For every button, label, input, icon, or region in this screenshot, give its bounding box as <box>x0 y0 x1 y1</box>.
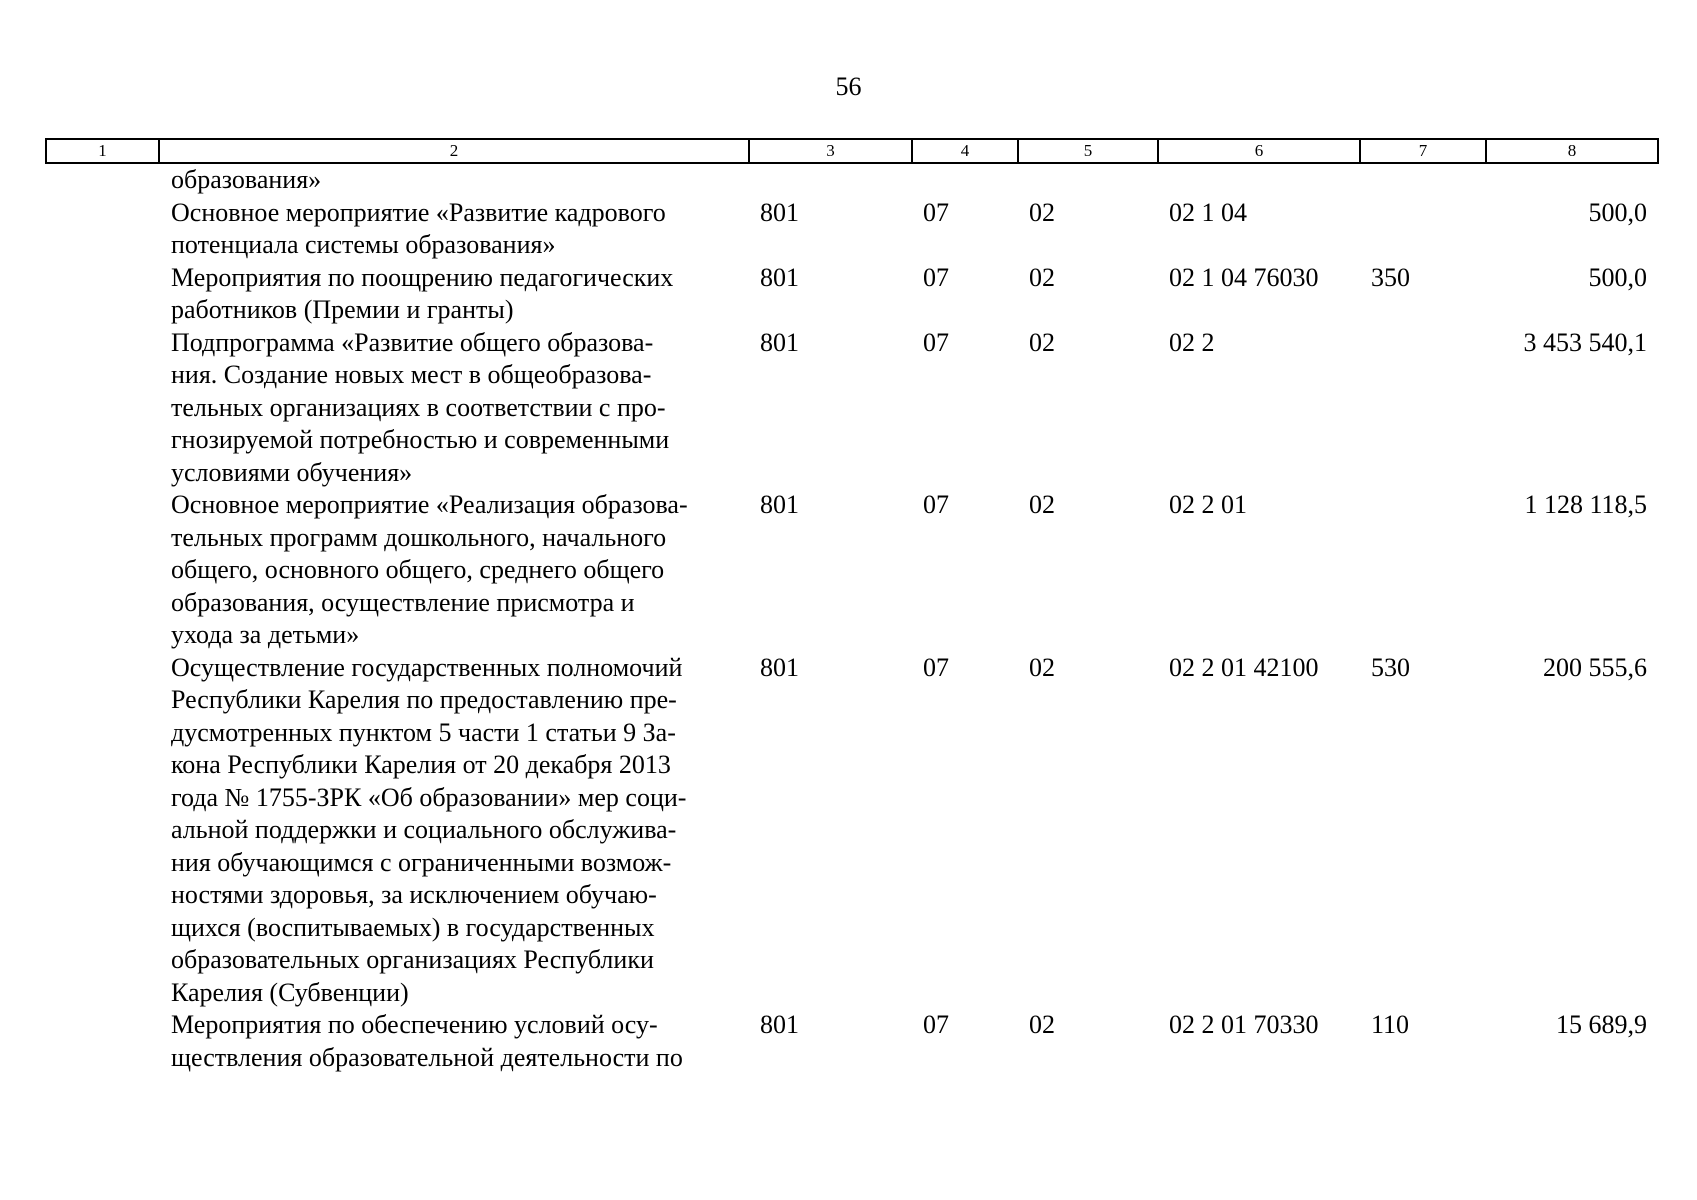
row-number-cell <box>46 163 159 197</box>
target-article-cell: 02 1 04 76030 <box>1169 262 1319 292</box>
column-number-3: 3 <box>749 139 912 163</box>
column-number-4: 4 <box>912 139 1018 163</box>
target-article-cell: 02 2 01 42100 <box>1169 652 1319 682</box>
expense-type-cell <box>1360 163 1486 197</box>
subsection-code-cell: 02 <box>1029 197 1055 227</box>
section-code-cell <box>912 163 1018 197</box>
column-number-8: 8 <box>1486 139 1658 163</box>
amount-cell: 15 689,9 <box>1556 1010 1647 1039</box>
table-row <box>46 489 1658 652</box>
budget-table <box>45 138 1659 1074</box>
subsection-code-cell: 02 <box>1029 262 1055 292</box>
column-number-2: 2 <box>159 139 749 163</box>
section-code-cell: 07 <box>923 1010 949 1039</box>
column-number-6: 6 <box>1158 139 1360 163</box>
subsection-code-cell: 02 <box>1029 490 1055 519</box>
amount-cell <box>1486 163 1658 197</box>
description-cell: образования» <box>171 165 322 194</box>
amount-cell: 200 555,6 <box>1543 652 1647 682</box>
subsection-code-cell: 02 <box>1029 652 1055 682</box>
amount-cell: 1 128 118,5 <box>1524 490 1647 519</box>
table-row <box>46 652 1658 1010</box>
section-code-cell: 07 <box>923 197 949 227</box>
table-row <box>46 163 1658 197</box>
expense-type-cell <box>1360 489 1486 652</box>
amount-cell: 500,0 <box>1588 262 1647 292</box>
table-header <box>46 139 1658 163</box>
target-article-cell: 02 2 01 <box>1169 490 1247 519</box>
subsection-code-cell <box>1018 163 1158 197</box>
column-number-7: 7 <box>1360 139 1486 163</box>
ministry-code-cell: 801 <box>760 197 799 227</box>
ministry-code-cell: 801 <box>760 327 799 357</box>
expense-type-cell: 110 <box>1371 1010 1410 1039</box>
expense-type-cell <box>1360 197 1486 262</box>
description-cell: Мероприятия по поощрению педагогических работников (Премии и гранты) <box>171 262 674 324</box>
table-row <box>46 327 1658 490</box>
description-cell: Осуществление государственных полномочий Республики Карелия по предоставлению пре- дусмотренных пунктом 5 части 1 статьи 9 За- кона Республики Карелия от 20 декабря 2013 года № 1755-ЗРК «Об образовании» мер соци- альной поддержки и социального обслужива- ния обучающимся с ограниченными возмож- ностями здоровья, за исключением обучаю- щихся (воспитываемых) в государственных образовательных организациях Республики Карелия (Субвенции) <box>171 652 687 1007</box>
expense-type-cell: 350 <box>1371 262 1410 292</box>
column-number-row <box>46 139 1658 163</box>
table-row <box>46 197 1658 262</box>
row-number-cell <box>46 262 159 327</box>
target-article-cell <box>1158 163 1360 197</box>
row-number-cell <box>46 652 159 1010</box>
description-cell: Основное мероприятие «Развитие кадрового потенциала системы образования» <box>171 197 666 259</box>
target-article-cell: 02 2 01 70330 <box>1169 1010 1319 1039</box>
subsection-code-cell: 02 <box>1029 327 1055 357</box>
column-number-1: 1 <box>46 139 159 163</box>
description-cell: Мероприятия по обеспечению условий осу- ществления образовательной деятельности по <box>171 1010 683 1072</box>
table-row <box>46 1009 1658 1074</box>
ministry-code-cell: 801 <box>760 262 799 292</box>
row-number-cell <box>46 1009 159 1074</box>
expense-type-cell <box>1360 327 1486 490</box>
description-cell: Подпрограмма «Развитие общего образова- ния. Создание новых мест в общеобразова- тельных организациях в соответствии с про- гнозируемой потребностью и современными условиями обучения» <box>171 327 670 487</box>
ministry-code-cell: 801 <box>760 1010 799 1039</box>
row-number-cell <box>46 197 159 262</box>
amount-cell: 500,0 <box>1588 197 1647 227</box>
row-number-cell <box>46 327 159 490</box>
section-code-cell: 07 <box>923 490 949 519</box>
page-number: 56 <box>835 72 862 101</box>
target-article-cell: 02 1 04 <box>1169 197 1247 227</box>
section-code-cell: 07 <box>923 327 949 357</box>
ministry-code-cell: 801 <box>760 652 799 682</box>
expense-type-cell: 530 <box>1371 652 1410 682</box>
target-article-cell: 02 2 <box>1169 327 1215 357</box>
table-row <box>46 262 1658 327</box>
ministry-code-cell: 801 <box>760 490 799 519</box>
table-body <box>46 163 1658 1074</box>
column-number-5: 5 <box>1018 139 1158 163</box>
subsection-code-cell: 02 <box>1029 1010 1055 1039</box>
section-code-cell: 07 <box>923 262 949 292</box>
amount-cell: 3 453 540,1 <box>1523 327 1647 357</box>
description-cell: Основное мероприятие «Реализация образова- тельных программ дошкольного, начального общего, основного общего, среднего общего образования, осуществление присмотра и ухода за детьми» <box>171 490 688 649</box>
ministry-code-cell <box>749 163 912 197</box>
section-code-cell: 07 <box>923 652 949 682</box>
row-number-cell <box>46 489 159 652</box>
